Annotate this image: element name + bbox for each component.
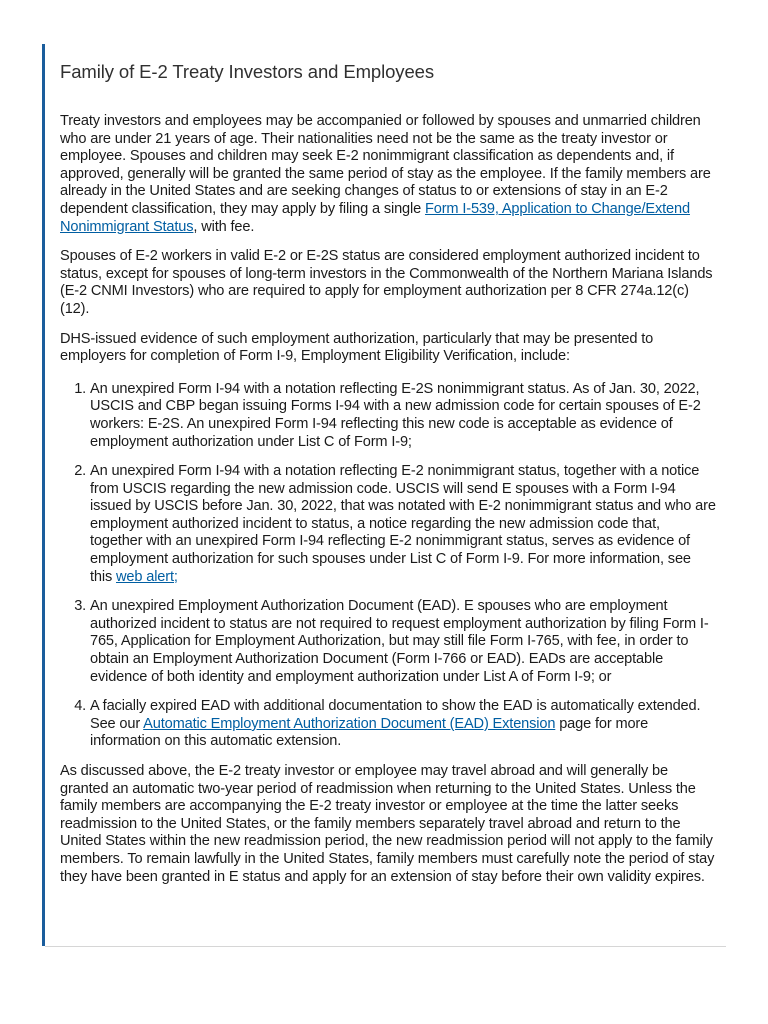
list-item (90, 463, 716, 586)
web-alert-link[interactable]: web alert; (116, 568, 178, 585)
section-heading: Family of E-2 Treaty Investors and Employees (60, 61, 434, 82)
content-section (42, 44, 726, 946)
paragraph-spouse-employment: Spouses of E-2 workers in valid E-2 or E-2S status are considered employment authorized incident to status, except for spouses of long-term investors in the Commonwealth of the Northern Mariana Islands (E-2 CNMI Investors) who are required to apply for employment authorization per 8 CFR 274a.12(c)(12). (60, 248, 713, 317)
section-divider (45, 946, 726, 947)
article-body (60, 44, 716, 886)
paragraph-readmission: As discussed above, the E-2 treaty investor or employee may travel abroad and will generally be granted an automatic two-year period of readmission when returning to the United States. Unless the family members are accompanying the E-2 treaty investor or employee at the time the latter seeks readmission to the United States, or the family members separately travel abroad and return to the United States within the new readmission period, the new readmission period will not apply to the family members. To remain lawfully in the United States, family members must carefully note the period of stay they have been granted in E status and apply for an extension of stay before their own validity expires. (60, 763, 715, 885)
evidence-list (60, 381, 716, 751)
list-item (90, 698, 716, 751)
paragraph-dhs-evidence: DHS-issued evidence of such employment authorization, particularly that may be presented to employers for completion of Form I-9, Employment Eligibility Verification, include: (60, 330, 654, 365)
ead-extension-link[interactable]: Automatic Employment Authorization Document (EAD) Extension (143, 715, 556, 732)
paragraph-text: Treaty investors and employees may be accompanied or followed by spouses and unmarried children who are under 21 years of age. Their nationalities need not be the same as the treaty investor or employee. Spouses and children may seek E-2 nonimmigrant classification as dependents and, if approved, generally will be granted the same period of stay as the employee. If the family members are already in the United States and are seeking changes of status to or extensions of stay in an E-2 dependent classification, they may apply by filing a single (60, 113, 711, 217)
list-item-text: page for more information on this automatic extension. (90, 715, 649, 750)
form-i539-link[interactable]: Form I-539, Application to Change/Extend Nonimmigrant Status (60, 200, 690, 235)
list-item-text: A facially expired EAD with additional documentation to show the EAD is automatically extended. See our (90, 698, 701, 732)
list-item-text: An unexpired Form I-94 with a notation reflecting E-2 nonimmigrant status, together with a notice from USCIS regarding the new admission code. USCIS will send E spouses with a Form I-94 issued by USCIS before Jan. 30, 2022, that was notated with E-2 nonimmigrant status and who are employment authorized incident to status, a notice regarding the new admission code that, together with an unexpired Form I-94 reflecting E-2 nonimmigrant status, serves as evidence of employment authorization for such spouses under List C of Form I-9. For more information, see this (90, 463, 716, 585)
paragraph-family-members (60, 113, 716, 236)
list-item: 3. An unexpired Employment Authorization Document (EAD). E spouses who are employment authorized incident to status are not required to request employment authorization by filing Form I-765, Application for Employment Authorization, but may still file Form I-765, with fee, in order to obtain an Employment Authorization Document (Form I-766 or EAD). EADs are acceptable evidence of both identity and employment authorization under List A of Form I-9; or (90, 598, 716, 686)
list-item: 1. An unexpired Form I-94 with a notation reflecting E-2S nonimmigrant status. As of Jan. 30, 2022, USCIS and CBP began issuing Forms I-94 with a new admission code for certain spouses of E-2 workers: E-2S. An unexpired Form I-94 reflecting this new code is acceptable as evidence of employment authorization under List C of Form I-9; (90, 381, 716, 451)
paragraph-text: , with fee. (193, 218, 255, 235)
